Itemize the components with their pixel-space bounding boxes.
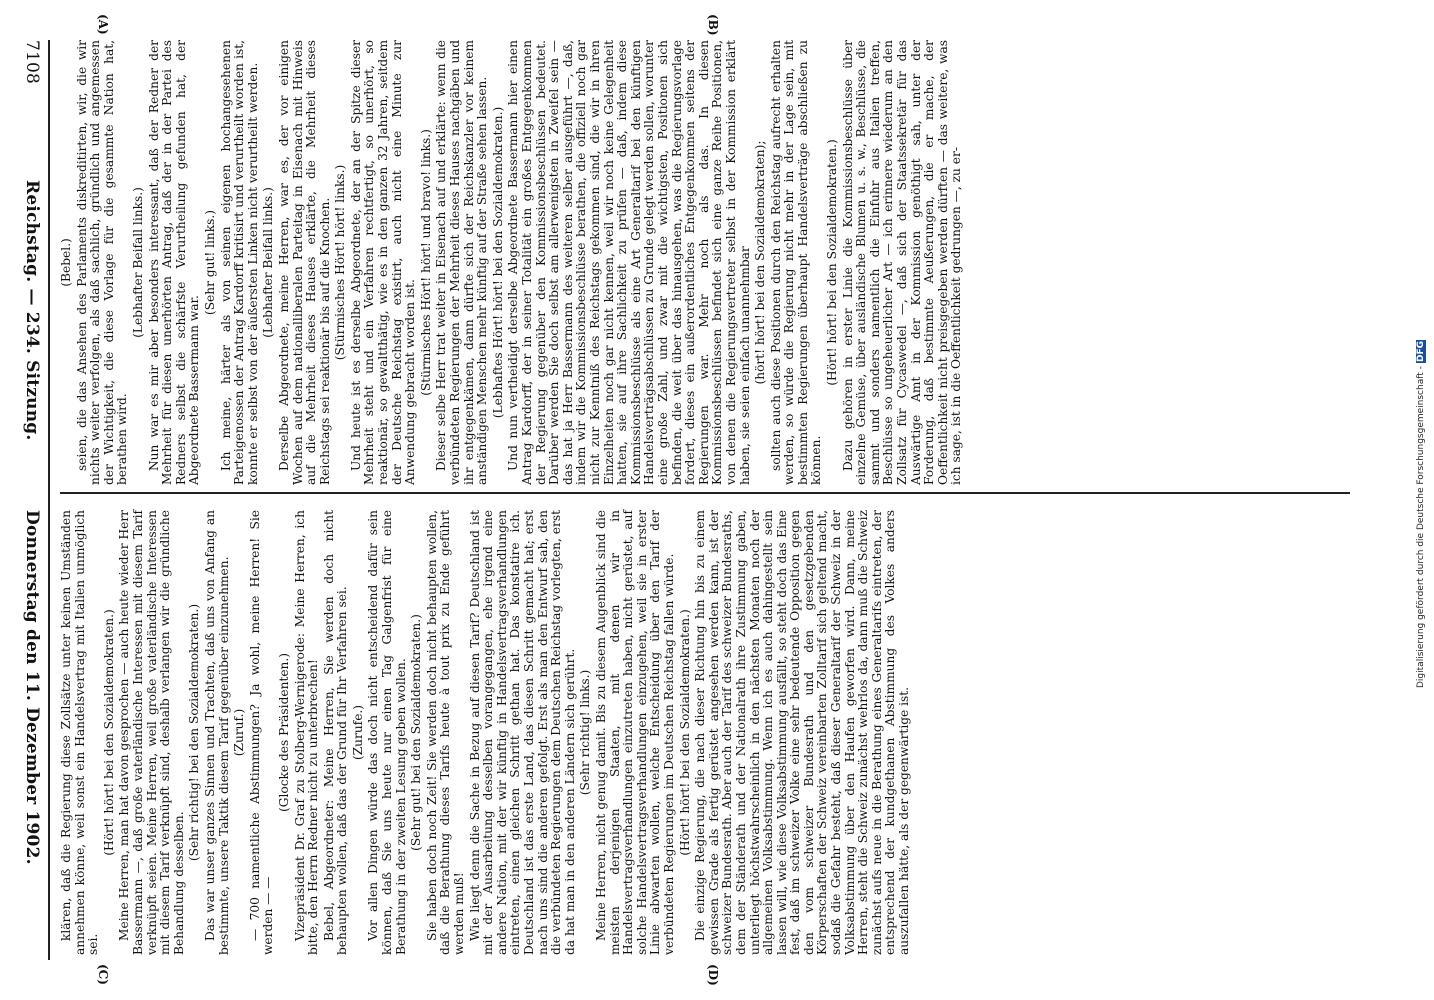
paragraph: Und nun vertheidigt derselbe Abgeordnete Bassermann hier einen Antrag Kardorff, der in seiner Totalität ein großes Entgegenkommen der Regierung gegenüber den Kommissionsbeschlüssen bedeutet. Darüber werden Sie doch selbst am allerwenigsten in Zweifel sein — das hat ja Herr Bassermann des weiteren selber ausgeführt —, daß, indem wir die Kommissionsbeschlüsse berathen, die offiziell noch gar nicht zur Kenntniß des Reichstags gekommen sind, die wir in ihren Einzelheiten noch gar nicht kennen, weil wir noch keine Gelegenheit hatten, sie auf ihre Sachlichkeit zu prüfen — daß, indem diese Kommissionsbeschlüsse als eine Art Generaltarif bei den künftigen Handelsverträgsabschlüssen zu Grunde gelegt werden sollen, worunter eine große Zahl, und zwar mit die wichtigsten, Positionen sich befinden, die weit über das hinausgehen, was die Regierungsvorlage fordert, dieses ein außerordentliches Entgegenkommen seitens der Regierungen war. Mehr noch als das. In diesen Kommissionsbeschlüssen befindet sich eine ganze Reihe Positionen, von denen die Regierungsvertreter selbst in der Kommission erklärt haben, sie seien einfach unannehmbar [506, 40, 752, 485]
header-rule [48, 40, 50, 960]
column-divider [60, 492, 1350, 494]
digitization-credit [1416, 8, 1430, 688]
paragraph: (Hört! hört! bei den Sozialdemokraten.) [677, 609, 692, 856]
paragraph: (Bebel.) [59, 238, 73, 287]
paragraph: (Zurufe.) [350, 704, 365, 761]
paragraph: (Sehr richtig! bei den Sozialdemokraten.) [187, 603, 202, 862]
header-date: Donnerstag den 11. Dezember 1902. [22, 510, 42, 865]
paragraph: Vizepräsident Dr. Graf zu Stolberg-Wernigerode: Meine Herren, ich bitte, den Herrn Redner nicht zu unterbrechen! [292, 510, 321, 955]
paragraph: (Stürmisches Hört! hört! und bravo! links.) [418, 129, 433, 396]
header-session: Reichstag. — 234. Sitzung. [22, 180, 42, 441]
paragraph: Ich meine, härter als von seinen eigenen hochangesehenen Parteigenossen der Antrag Kardorff kritisirt und verurtheilt worden ist, konnte er selbst von der äußersten Linken nicht verurtheilt werden. [218, 40, 260, 485]
paragraph: (Glocke des Präsidenten.) [276, 652, 291, 813]
paragraph: Nun war es mir aber besonders interessant, daß der Redner der Mehrheit für diesen unerhörten Antrag, daß der in der Partei des Redners selbst die schärfste Verurtheilung gefunden hat, der Abgeordnete Bassermann war. [146, 40, 202, 485]
paragraph: (Lebhaftes Hört! hört! bei den Sozialdemokraten.) [490, 106, 505, 419]
paragraph: Dazu gehören in erster Linie die Kommissionsbeschlüsse über einzelne Gemüse, über ausländische Blumen u. s. w., Beschlüsse, die sammt und sonders namentlich die Einfuhr aus Italien treffen, Beschlüsse so ungeheuerlicher Art — ich erinnere wiederum an den Zollsatz für Cycaswedel —, daß sich der Staatssekretär für das Auswärtige Amt in der Kommission genöthigt sah, unter der Forderung, daß bestimmte Aeußerungen, die er mache, der Oeffentlichkeit nicht preisgegeben werden dürften — das weitere, was ich sage, ist in die Oeffentlichkeit gedrungen —, zu er- [840, 40, 964, 485]
paragraph: (hört! hört! bei den Sozialdemokraten); [753, 140, 768, 385]
margin-mark-c: (C) [96, 964, 110, 985]
paragraph: Wie liegt denn die Sache in Bezug auf diesen Tarif? Deutschland ist mit der Ausarbeitung desselben vorangegangen, ehe irgend eine andere Nation, mit der wir künftig in Handelsvertragsverhandlungen eintreten, einen gleichen Schritt gethan hat. Das konstatire ich. Deutschland ist das erste Land, das diesen Schritt gemacht hat; erst nach uns sind die anderen gefolgt. Erst als man den Entwurf sah, den die verbündeten Regierungen dem Deutschen Reichstag vorlegten, erst da hat man in den anderen Ländern sich gerührt. [467, 510, 577, 955]
paragraph: Das war unser ganzes Sinnen und Trachten, daß uns von Anfang an bestimmte, unsere Taktik diesem Tarif gegenüber einzunehmen. [202, 510, 231, 955]
paragraph: Die einzige Regierung, die nach dieser Richtung hin bis zu einem gewissen Grade als fertig gerüstet angesehen werden kann, ist der schweizer Bundesrath. Aber auch der Tarif des schweizer Bundesraths, dem der Ständerath und der Nationalrath ihre Zustimmung gaben, unterliegt höchstwahrscheinlich in den nächsten Monaten noch der allgemeinen Volksabstimmung. Wenn ich es auch dahingestellt sein lassen will, wie diese Volksabstimmung ausfällt, so steht doch das Eine fest, daß im schweizer Volke eine sehr bedeutende Opposition gegen den vom schweizer Bundesrath und den gesetzgebenden Körperschaften der Schweiz vereinbarten Zolltarif sich geltend macht, sodaß die Gefahr besteht, daß dieser Generaltarif der Schweiz in der Volksabstimmung über den Haufen geworfen wird. Dann, meine Herren, steht die Schweiz zunächst wehrlos da, dann muß die Schweiz zunächst aufs neue in die Berathung eines Generaltarifs eintreten, der entsprechend der kundgethanen Abstimmung des Volkes anders auszufallen hätte, als der gegenwärtige ist. [693, 510, 912, 955]
paragraph: Bebel, Abgeordneter: Meine Herren, Sie werden doch nicht behaupten wollen, daß das der Grund für Ihr Verfahren sei. [321, 510, 350, 955]
paragraph: — 700 namentliche Abstimmungen? Ja wohl, meine Herren! Sie werden — — [247, 510, 276, 955]
dfg-logo: DFG [1416, 341, 1426, 363]
paragraph: Vor allen Dingen würde das doch nicht entscheidend dafür sein können, daß Sie uns heute nur einen Tag Galgenfrist für eine Berathung in der zweiten Lesung geben wollen. [366, 510, 408, 955]
page-header [18, 40, 42, 970]
paragraph: Meine Herren, man hat davon gesprochen — auch heute wieder Herr Bassermann —, daß große vaterländische Interessen mit diesem Tarif verknüpft seien. Meine Herren, weil große vaterländische Interessen mit diesem Tarif verknüpft sind, deshalb verlangen wir die gründliche Behandlung desselben. [117, 510, 186, 955]
paragraph: (Sehr gut! bei den Sozialdemokraten.) [409, 614, 424, 851]
page-number: 7108 [22, 40, 42, 85]
paragraph: (Lebhafter Beifall links.) [261, 187, 276, 338]
paragraph: Und heute ist es derselbe Abgeordnete, der an der Spitze dieser Mehrheit steht und ein Verfahren rechtfertigt, so unerhört, so reaktionär, so gewaltthätig, wie es in den ganzen 32 Jahren, seitdem der Deutsche Reichstag existirt, auch nicht eine Minute zur Anwendung gebracht worden ist. [348, 40, 418, 485]
margin-mark-b: (B) [706, 14, 720, 36]
paragraph: Meine Herren, nicht genug damit. Bis zu diesem Augenblick sind die meisten derjenigen Staaten, mit denen wir in Handelsvertragsverhandlungen einzutreten haben, nicht gerüstet, auf solche Handelsvertragsverhandlungen einzugehen, weil sie in erster Linie abwarten wollen, welche Entscheidung über den Tarif der verbündeten Regierungen im Deutschen Reichstag fallen würde. [593, 510, 676, 955]
paragraph: (Hört! hört! bei den Sozialdemokraten.) [825, 139, 840, 386]
paragraph: (Sehr gut! links.) [202, 209, 217, 316]
paragraph: (Stürmisches Hört! hört! links.) [333, 164, 348, 361]
paragraph: (Zuruf.) [232, 708, 247, 757]
paragraph: seien, die das Ansehen des Parlaments diskreditirten, wir, die wir nichts weiter verfolgen, als daß sachlich, gründlich und angemessen der Wichtigkeit, die diese Vorlage für die gesammte Nation hat, berathen wird. [74, 40, 130, 485]
paragraph: Dieser selbe Herr trat weiter in Eisenach auf und erklärte: wenn die verbündeten Regierungen der Mehrheit dieses Hauses nachgäben und ihr entgegenkämen, dann dürfte sich der Reichskanzler vor keinem anständigen Menschen mehr künftig auf der Straße sehen lassen. [434, 40, 490, 485]
paragraph: (Hört! hört! bei den Sozialdemokraten.) [101, 609, 116, 856]
paragraph: (Sehr richtig! links.) [578, 669, 593, 796]
paragraph: klären, daß die Regierung diese Zollsätze unter keinen Umständen annehmen könne, weil sonst ein Handelsvertrag mit Italien unmöglich sei. [59, 510, 101, 955]
paragraph: sollten auch diese Positionen durch den Reichstag aufrecht erhalten werden, so würde die Regierung nicht mehr in der Lage sein, mit bestimmten Regierungen überhaupt Handelsverträge abschließen zu können. [768, 40, 824, 485]
margin-mark-d: (D) [706, 964, 720, 986]
paragraph: Sie haben doch noch Zeit! Sie werden doch nicht behaupten wollen, daß die Berathung dieses Tarifs heute à tout prix zu Ende geführt werden muß! [424, 510, 467, 955]
paragraph: (Lebhafter Beifall links.) [130, 187, 145, 338]
text-column-left [60, 40, 1350, 485]
paragraph: Derselbe Abgeordnete, meine Herren, war es, der vor einigen Wochen auf dem nationalliberalen Parteitag in Eisenach mit Hinweis auf die Mehrheit dieses Hauses erklärte, die Mehrheit dieses Reichstags sei reaktionär bis auf die Knochen. [276, 40, 332, 485]
credit-text: Digitalisierung gefördert durch die Deutsche Forschungsgemeinschaft - [1416, 363, 1426, 688]
text-column-right [60, 510, 1350, 955]
margin-mark-a: (A) [96, 14, 110, 35]
